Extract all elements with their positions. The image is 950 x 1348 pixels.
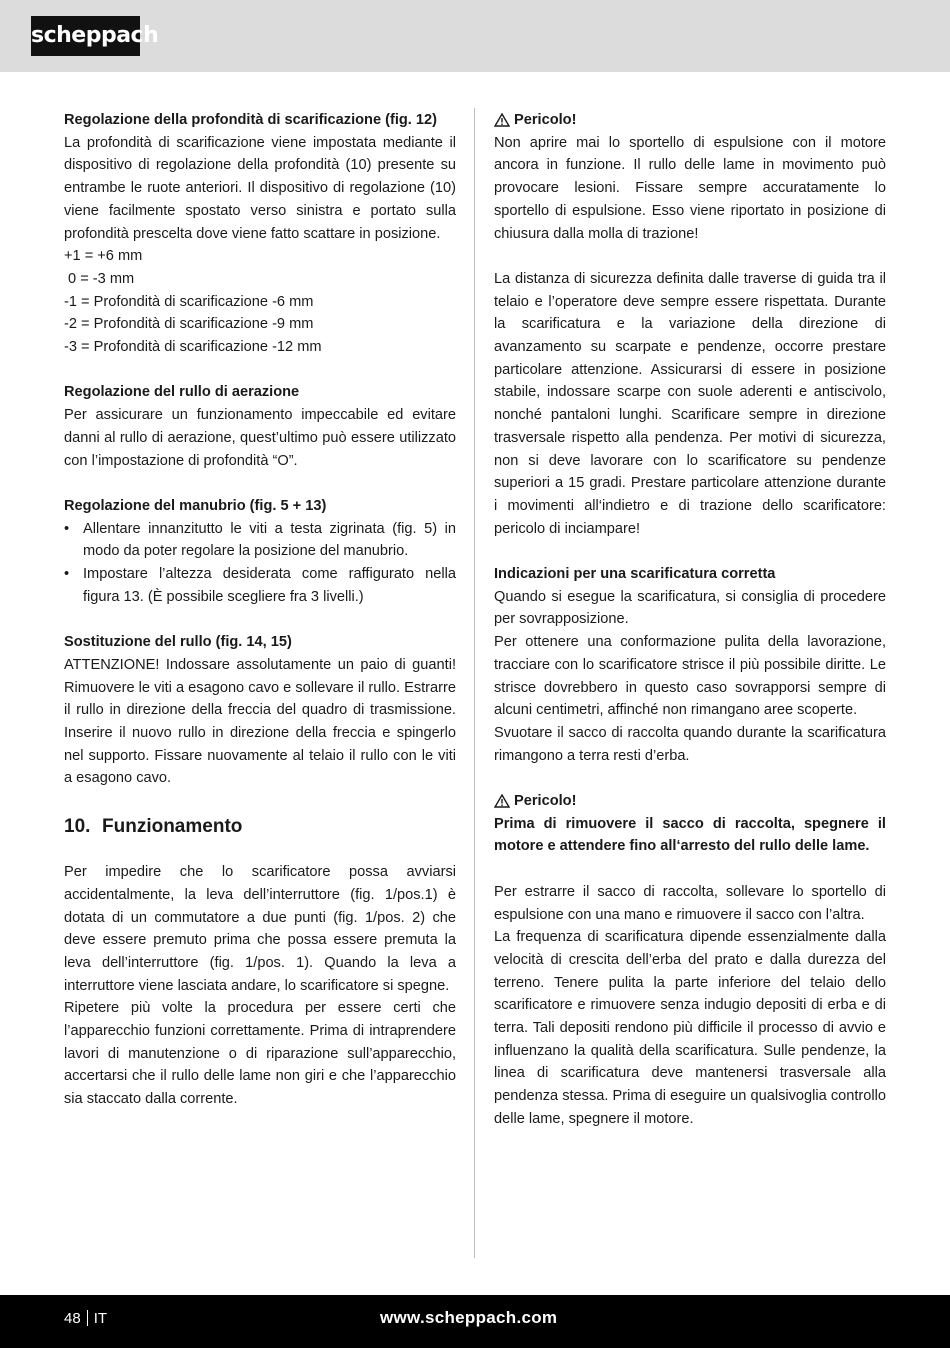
right-column xyxy=(494,109,886,1131)
roller-paragraph: ATTENZIONE! Indossare assolutamente un paio di guanti! Rimuovere le viti a esagono cavo e sollevare il rullo. Estrarre il rullo in direzione della freccia del quadro di trasmissione. Inserire il nuovo rullo in direzione della freccia e spingerlo nel supporto. Fissare nuovamente al telaio il rullo con le viti a esagono cavo. xyxy=(64,656,456,787)
warning-heading: Pericolo! xyxy=(494,109,886,132)
frequency-paragraph: La frequenza di scarificatura dipende essenzialmente dalla velocità di crescita dell’erba del prato e dalla durezza del terreno. Tenere pulita la parte inferiore del telaio dello scarificatore e rimuovere senza indugio depositi di erba e di terra. Tali depositi rendono più difficile il processo di avvio e influenzano la qualità della scarificatura. Sulle pendenze, la linea di scarificatura deve mantenersi trasversale alla pendenza stessa. Prima di eseguire un qualsivoglia controllo delle lame, spegnere il motore. xyxy=(494,929,886,1127)
depth-paragraph: La profondità di scarificazione viene impostata mediante il dispositivo di regolazione della profondità (10) presente su entrambe le ruote anteriori. Il dispositivo di regolazione (10) viene facilmente spostato verso sinistra e portato sulla profondità prescelta dove viene fatto scattare in posizione. xyxy=(64,134,456,242)
section-title-roller: Sostituzione del rullo (fig. 14, 15) xyxy=(64,634,292,651)
scarification-paragraph: Quando si esegue la scarificatura, si consiglia di procedere per sovrapposizione. xyxy=(494,588,886,628)
operation-paragraph: Ripetere più volte la procedura per essere certi che l’apparecchio funzioni correttamente. Prima di intraprendere lavori di manutenzione o di riparazione sull’apparecchio, accertarsi che il rullo delle lame non giri e che l’apparecchio sia staccato dalla corrente. xyxy=(64,1000,456,1108)
depth-line: +1 = +6 mm xyxy=(64,248,143,265)
separator xyxy=(87,1310,88,1326)
chapter-heading xyxy=(64,813,456,839)
handlebar-list xyxy=(64,518,456,609)
website-url: www.scheppach.com xyxy=(380,1308,558,1327)
depth-line: -2 = Profondità di scarificazione -9 mm xyxy=(64,316,314,333)
warning-paragraph-bold: Prima di rimuovere il sacco di raccolta, spegnere il motore e attendere fino all‘arresto del rullo delle lame. xyxy=(494,815,886,855)
section-title-handlebar: Regolazione del manubrio (fig. 5 + 13) xyxy=(64,497,327,514)
page-number: 48 xyxy=(64,1310,81,1327)
scheppach-logo: scheppach xyxy=(31,16,140,56)
depth-line: -3 = Profondità di scarificazione -12 mm xyxy=(64,339,322,356)
footer-bar xyxy=(0,1295,950,1348)
column-divider xyxy=(474,108,475,1258)
section-title-correct-scarification: Indicazioni per una scarificatura corretta xyxy=(494,566,776,583)
chapter-title: Funzionamento xyxy=(102,815,243,837)
scarification-paragraph: Per ottenere una conformazione pulita della lavorazione, tracciare con lo scarificatore strisce il più possibile diritte. Le strisce dovrebbero in questo caso sovrapporsi sempre di alcuni centimetri, affinché non rimangano aree scoperte. xyxy=(494,634,886,719)
safety-paragraph: La distanza di sicurezza definita dalle traverse di guida tra il telaio e l’operatore deve sempre essere rispettata. Durante la scarificatura e la variazione della direzione di avanzamento su scarpate e pendenze, occorre prestare particolare attenzione. Assicurarsi di essere in posizione stabile, indossare scarpe con suole aderenti e antiscivolo, nonché pantaloni lunghi. Scarificare sempre in direzione trasversale rispetto alla pendenza. Per motivi di sicurezza, non si deve lavorare con lo scarificatore su pendenze superiori a 15 gradi. Prestare particolare attenzione durante i movimenti all‘indietro e di trazione dello scarificatore: pericolo di inciampare! xyxy=(494,270,886,537)
section-title-depth: Regolazione della profondità di scarificazione (fig. 12) xyxy=(64,112,438,128)
scarification-paragraph: Svuotare il sacco di raccolta quando durante la scarificatura rimangono a terra resti d’erba. xyxy=(494,724,886,764)
aeration-paragraph: Per assicurare un funzionamento impeccabile ed evitare danni al rullo di aerazione, quest’ultimo può essere utilizzato con l’impostazione di profondità “O”. xyxy=(64,407,456,469)
bag-paragraph: Per estrarre il sacco di raccolta, sollevare lo sportello di espulsione con una mano e rimuovere il sacco con l’altra. xyxy=(494,883,886,923)
header-bar xyxy=(0,0,950,72)
warning-heading: Pericolo! xyxy=(494,790,886,813)
operation-paragraph: Per impedire che lo scarificatore possa avviarsi accidentalmente, la leva dell’interruttore (fig. 1/pos.1) è dotata di un commutatore a due punti (fig. 1/pos. 2) che deve essere premuto prima che possa essere premuta la leva dell’interruttore (fig. 1/pos. 1). Quando la leva a interruttore viene lasciata andare, lo scarificatore si spegne. xyxy=(64,864,456,994)
left-column xyxy=(64,109,456,1111)
list-item: • Allentare innanzitutto le viti a testa zigrinata (fig. 5) in modo da poter regolare la posizione del manubrio. xyxy=(64,518,456,563)
list-item: • Impostare l’altezza desiderata come raffigurato nella figura 13. (È possibile scegliere fra 3 livelli.) xyxy=(64,563,456,608)
warning-triangle-icon xyxy=(494,794,510,808)
page-indicator xyxy=(64,1310,107,1327)
depth-line: 0 = -3 mm xyxy=(64,270,135,287)
depth-line: -1 = Profondità di scarificazione -6 mm xyxy=(64,293,314,310)
warning-paragraph: Non aprire mai lo sportello di espulsione con il motore ancora in funzione. Il rullo delle lame in movimento può provocare lesioni. Fissare sempre accuratamente lo sportello di espulsione. Esso viene riportato in posizione di chiusura dalla molla di trazione! xyxy=(494,134,886,242)
warning-triangle-icon xyxy=(494,113,510,127)
section-title-aeration: Regolazione del rullo di aerazione xyxy=(64,384,300,401)
language-code: IT xyxy=(93,1310,108,1327)
chapter-number: 10. xyxy=(64,815,91,837)
